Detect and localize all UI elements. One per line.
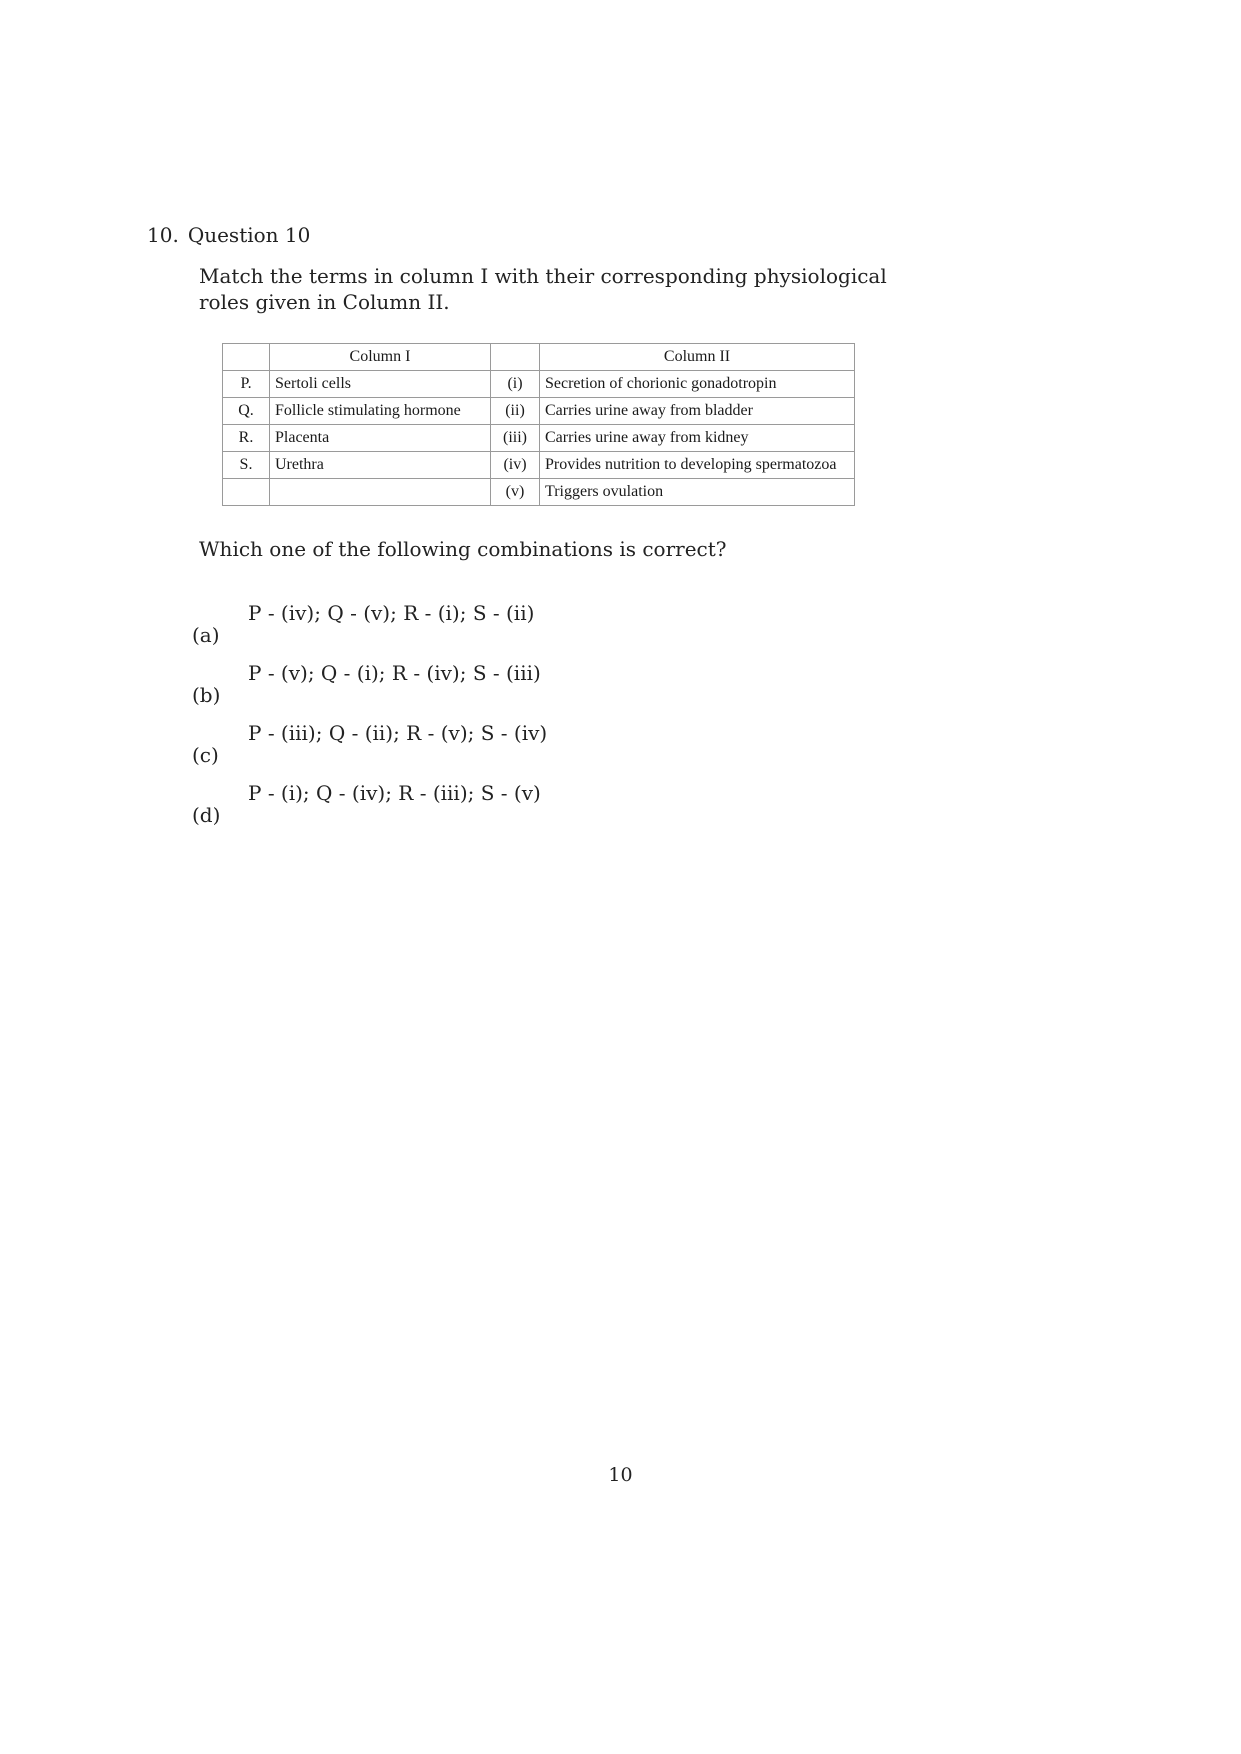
table-header-cell (223, 344, 270, 371)
table-row (223, 425, 855, 452)
match-table (222, 343, 855, 506)
option-d[interactable] (0, 781, 1241, 841)
question-title: Question 10 (187, 223, 311, 247)
row-letter (223, 479, 270, 506)
row-term: Follicle stimulating hormone (270, 398, 491, 425)
row-roman: (iii) (491, 425, 540, 452)
row-role: Provides nutrition to developing spermatozoa (540, 452, 855, 479)
table-row (223, 452, 855, 479)
row-roman: (i) (491, 371, 540, 398)
row-letter: R. (223, 425, 270, 452)
row-roman: (iv) (491, 452, 540, 479)
option-text: P - (iii); Q - (ii); R - (v); S - (iv) (248, 721, 548, 745)
row-role: Carries urine away from bladder (540, 398, 855, 425)
row-letter: Q. (223, 398, 270, 425)
option-c[interactable] (0, 721, 1241, 781)
option-a[interactable] (0, 601, 1241, 661)
question-heading (147, 223, 310, 247)
table-row (223, 479, 855, 506)
row-term (270, 479, 491, 506)
question-prompt: Match the terms in column I with their corresponding physiological roles given in Column II. (199, 264, 887, 314)
table-row (223, 371, 855, 398)
page-number: 10 (608, 1464, 633, 1486)
option-text: P - (v); Q - (i); R - (iv); S - (iii) (248, 661, 541, 685)
row-roman: (ii) (491, 398, 540, 425)
table-header-column-i: Column I (270, 344, 491, 371)
option-label: (b) (192, 683, 221, 707)
option-text: P - (iv); Q - (v); R - (i); S - (ii) (248, 601, 535, 625)
row-role: Secretion of chorionic gonadotropin (540, 371, 855, 398)
row-term: Urethra (270, 452, 491, 479)
row-roman: (v) (491, 479, 540, 506)
row-letter: S. (223, 452, 270, 479)
option-label: (a) (192, 623, 220, 647)
row-term: Sertoli cells (270, 371, 491, 398)
row-term: Placenta (270, 425, 491, 452)
table-header-column-ii: Column II (540, 344, 855, 371)
table-row (223, 398, 855, 425)
table-header-row (223, 344, 855, 371)
answer-question: Which one of the following combinations is correct? (199, 537, 727, 561)
option-label: (d) (192, 803, 221, 827)
table-header-cell (491, 344, 540, 371)
row-role: Carries urine away from kidney (540, 425, 855, 452)
row-letter: P. (223, 371, 270, 398)
row-role: Triggers ovulation (540, 479, 855, 506)
question-number: 10. (147, 223, 179, 247)
option-label: (c) (192, 743, 219, 767)
option-text: P - (i); Q - (iv); R - (iii); S - (v) (248, 781, 541, 805)
option-b[interactable] (0, 661, 1241, 721)
